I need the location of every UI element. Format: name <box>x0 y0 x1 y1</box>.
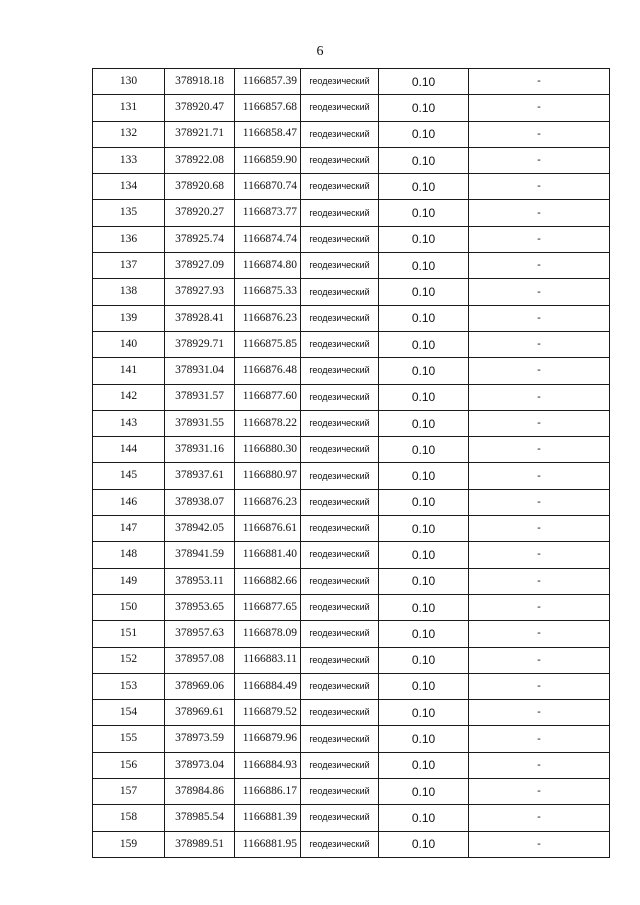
accuracy-cell: 0.10 <box>379 594 469 620</box>
point-number-cell: 144 <box>93 437 165 463</box>
method-cell: геодезический <box>301 752 379 778</box>
x-coordinate-cell: 378985.54 <box>165 805 235 831</box>
x-coordinate-cell: 378984.86 <box>165 779 235 805</box>
note-cell: - <box>469 305 610 331</box>
y-coordinate-cell: 1166858.47 <box>235 121 301 147</box>
method-cell: геодезический <box>301 174 379 200</box>
x-coordinate-cell: 378929.71 <box>165 331 235 357</box>
method-cell: геодезический <box>301 437 379 463</box>
note-cell: - <box>469 410 610 436</box>
method-cell: геодезический <box>301 384 379 410</box>
method-cell: геодезический <box>301 621 379 647</box>
accuracy-cell: 0.10 <box>379 384 469 410</box>
method-cell: геодезический <box>301 95 379 121</box>
method-cell: геодезический <box>301 200 379 226</box>
table-row <box>93 752 610 778</box>
table-row <box>93 831 610 857</box>
point-number-cell: 137 <box>93 253 165 279</box>
x-coordinate-cell: 378922.08 <box>165 147 235 173</box>
x-coordinate-cell: 378938.07 <box>165 489 235 515</box>
note-cell: - <box>469 147 610 173</box>
point-number-cell: 141 <box>93 358 165 384</box>
y-coordinate-cell: 1166882.66 <box>235 568 301 594</box>
accuracy-cell: 0.10 <box>379 489 469 515</box>
point-number-cell: 132 <box>93 121 165 147</box>
point-number-cell: 143 <box>93 410 165 436</box>
page-number: 6 <box>316 44 324 59</box>
method-cell: геодезический <box>301 226 379 252</box>
accuracy-cell: 0.10 <box>379 410 469 436</box>
note-cell: - <box>469 594 610 620</box>
method-cell: геодезический <box>301 831 379 857</box>
accuracy-cell: 0.10 <box>379 516 469 542</box>
note-cell: - <box>469 831 610 857</box>
point-number-cell: 156 <box>93 752 165 778</box>
table-row <box>93 279 610 305</box>
y-coordinate-cell: 1166881.95 <box>235 831 301 857</box>
method-cell: геодезический <box>301 305 379 331</box>
table-row <box>93 95 610 121</box>
y-coordinate-cell: 1166876.23 <box>235 489 301 515</box>
x-coordinate-cell: 378942.05 <box>165 516 235 542</box>
x-coordinate-cell: 378953.11 <box>165 568 235 594</box>
y-coordinate-cell: 1166877.65 <box>235 594 301 620</box>
point-number-cell: 151 <box>93 621 165 647</box>
table-row <box>93 805 610 831</box>
y-coordinate-cell: 1166876.48 <box>235 358 301 384</box>
x-coordinate-cell: 378920.47 <box>165 95 235 121</box>
point-number-cell: 134 <box>93 174 165 200</box>
accuracy-cell: 0.10 <box>379 437 469 463</box>
point-number-cell: 142 <box>93 384 165 410</box>
table-row <box>93 200 610 226</box>
method-cell: геодезический <box>301 489 379 515</box>
x-coordinate-cell: 378927.93 <box>165 279 235 305</box>
method-cell: геодезический <box>301 779 379 805</box>
table-row <box>93 700 610 726</box>
accuracy-cell: 0.10 <box>379 200 469 226</box>
table-row <box>93 147 610 173</box>
method-cell: геодезический <box>301 516 379 542</box>
point-number-cell: 158 <box>93 805 165 831</box>
note-cell: - <box>469 331 610 357</box>
method-cell: геодезический <box>301 568 379 594</box>
note-cell: - <box>469 673 610 699</box>
accuracy-cell: 0.10 <box>379 279 469 305</box>
y-coordinate-cell: 1166877.60 <box>235 384 301 410</box>
accuracy-cell: 0.10 <box>379 331 469 357</box>
point-number-cell: 138 <box>93 279 165 305</box>
accuracy-cell: 0.10 <box>379 358 469 384</box>
x-coordinate-cell: 378953.65 <box>165 594 235 620</box>
method-cell: геодезический <box>301 69 379 95</box>
y-coordinate-cell: 1166879.96 <box>235 726 301 752</box>
point-number-cell: 150 <box>93 594 165 620</box>
x-coordinate-cell: 378925.74 <box>165 226 235 252</box>
note-cell: - <box>469 95 610 121</box>
accuracy-cell: 0.10 <box>379 568 469 594</box>
point-number-cell: 155 <box>93 726 165 752</box>
x-coordinate-cell: 378973.59 <box>165 726 235 752</box>
y-coordinate-cell: 1166876.23 <box>235 305 301 331</box>
note-cell: - <box>469 621 610 647</box>
table-row <box>93 69 610 95</box>
table-row <box>93 594 610 620</box>
note-cell: - <box>469 69 610 95</box>
x-coordinate-cell: 378921.71 <box>165 121 235 147</box>
accuracy-cell: 0.10 <box>379 121 469 147</box>
coordinates-table-body <box>93 69 610 858</box>
method-cell: геодезический <box>301 805 379 831</box>
table-row <box>93 253 610 279</box>
point-number-cell: 140 <box>93 331 165 357</box>
note-cell: - <box>469 489 610 515</box>
x-coordinate-cell: 378957.63 <box>165 621 235 647</box>
x-coordinate-cell: 378918.18 <box>165 69 235 95</box>
y-coordinate-cell: 1166875.33 <box>235 279 301 305</box>
point-number-cell: 149 <box>93 568 165 594</box>
table-row <box>93 516 610 542</box>
x-coordinate-cell: 378931.55 <box>165 410 235 436</box>
x-coordinate-cell: 378937.61 <box>165 463 235 489</box>
point-number-cell: 136 <box>93 226 165 252</box>
accuracy-cell: 0.10 <box>379 95 469 121</box>
note-cell: - <box>469 805 610 831</box>
y-coordinate-cell: 1166875.85 <box>235 331 301 357</box>
table-row <box>93 621 610 647</box>
point-number-cell: 147 <box>93 516 165 542</box>
method-cell: геодезический <box>301 358 379 384</box>
y-coordinate-cell: 1166884.49 <box>235 673 301 699</box>
y-coordinate-cell: 1166881.39 <box>235 805 301 831</box>
x-coordinate-cell: 378941.59 <box>165 542 235 568</box>
method-cell: геодезический <box>301 147 379 173</box>
method-cell: геодезический <box>301 673 379 699</box>
y-coordinate-cell: 1166879.52 <box>235 700 301 726</box>
method-cell: геодезический <box>301 279 379 305</box>
method-cell: геодезический <box>301 726 379 752</box>
table-row <box>93 226 610 252</box>
x-coordinate-cell: 378969.06 <box>165 673 235 699</box>
point-number-cell: 139 <box>93 305 165 331</box>
x-coordinate-cell: 378920.27 <box>165 200 235 226</box>
note-cell: - <box>469 253 610 279</box>
coordinates-table <box>92 68 610 858</box>
y-coordinate-cell: 1166874.80 <box>235 253 301 279</box>
table-row <box>93 358 610 384</box>
method-cell: геодезический <box>301 647 379 673</box>
y-coordinate-cell: 1166886.17 <box>235 779 301 805</box>
accuracy-cell: 0.10 <box>379 463 469 489</box>
accuracy-cell: 0.10 <box>379 673 469 699</box>
y-coordinate-cell: 1166857.68 <box>235 95 301 121</box>
point-number-cell: 135 <box>93 200 165 226</box>
point-number-cell: 133 <box>93 147 165 173</box>
accuracy-cell: 0.10 <box>379 305 469 331</box>
note-cell: - <box>469 279 610 305</box>
note-cell: - <box>469 647 610 673</box>
y-coordinate-cell: 1166883.11 <box>235 647 301 673</box>
table-row <box>93 174 610 200</box>
method-cell: геодезический <box>301 463 379 489</box>
note-cell: - <box>469 568 610 594</box>
accuracy-cell: 0.10 <box>379 253 469 279</box>
y-coordinate-cell: 1166884.93 <box>235 752 301 778</box>
x-coordinate-cell: 378920.68 <box>165 174 235 200</box>
table-row <box>93 673 610 699</box>
point-number-cell: 153 <box>93 673 165 699</box>
point-number-cell: 152 <box>93 647 165 673</box>
accuracy-cell: 0.10 <box>379 226 469 252</box>
accuracy-cell: 0.10 <box>379 174 469 200</box>
method-cell: геодезический <box>301 542 379 568</box>
point-number-cell: 145 <box>93 463 165 489</box>
x-coordinate-cell: 378927.09 <box>165 253 235 279</box>
point-number-cell: 157 <box>93 779 165 805</box>
table-row <box>93 647 610 673</box>
table-row <box>93 542 610 568</box>
x-coordinate-cell: 378989.51 <box>165 831 235 857</box>
method-cell: геодезический <box>301 253 379 279</box>
table-row <box>93 437 610 463</box>
method-cell: геодезический <box>301 410 379 436</box>
note-cell: - <box>469 121 610 147</box>
x-coordinate-cell: 378973.04 <box>165 752 235 778</box>
note-cell: - <box>469 700 610 726</box>
table-row <box>93 121 610 147</box>
y-coordinate-cell: 1166881.40 <box>235 542 301 568</box>
accuracy-cell: 0.10 <box>379 621 469 647</box>
x-coordinate-cell: 378931.04 <box>165 358 235 384</box>
table-row <box>93 384 610 410</box>
accuracy-cell: 0.10 <box>379 542 469 568</box>
note-cell: - <box>469 358 610 384</box>
y-coordinate-cell: 1166878.09 <box>235 621 301 647</box>
table-row <box>93 305 610 331</box>
note-cell: - <box>469 174 610 200</box>
note-cell: - <box>469 726 610 752</box>
note-cell: - <box>469 779 610 805</box>
table-row <box>93 331 610 357</box>
x-coordinate-cell: 378957.08 <box>165 647 235 673</box>
table-row <box>93 410 610 436</box>
accuracy-cell: 0.10 <box>379 69 469 95</box>
accuracy-cell: 0.10 <box>379 147 469 173</box>
y-coordinate-cell: 1166878.22 <box>235 410 301 436</box>
table-row <box>93 568 610 594</box>
x-coordinate-cell: 378928.41 <box>165 305 235 331</box>
x-coordinate-cell: 378931.16 <box>165 437 235 463</box>
point-number-cell: 130 <box>93 69 165 95</box>
accuracy-cell: 0.10 <box>379 726 469 752</box>
note-cell: - <box>469 384 610 410</box>
note-cell: - <box>469 752 610 778</box>
method-cell: геодезический <box>301 700 379 726</box>
y-coordinate-cell: 1166880.30 <box>235 437 301 463</box>
accuracy-cell: 0.10 <box>379 779 469 805</box>
table-row <box>93 489 610 515</box>
table-row <box>93 726 610 752</box>
x-coordinate-cell: 378969.61 <box>165 700 235 726</box>
point-number-cell: 159 <box>93 831 165 857</box>
note-cell: - <box>469 226 610 252</box>
y-coordinate-cell: 1166857.39 <box>235 69 301 95</box>
accuracy-cell: 0.10 <box>379 647 469 673</box>
note-cell: - <box>469 516 610 542</box>
accuracy-cell: 0.10 <box>379 831 469 857</box>
y-coordinate-cell: 1166874.74 <box>235 226 301 252</box>
y-coordinate-cell: 1166876.61 <box>235 516 301 542</box>
y-coordinate-cell: 1166873.77 <box>235 200 301 226</box>
y-coordinate-cell: 1166859.90 <box>235 147 301 173</box>
y-coordinate-cell: 1166880.97 <box>235 463 301 489</box>
accuracy-cell: 0.10 <box>379 700 469 726</box>
point-number-cell: 154 <box>93 700 165 726</box>
point-number-cell: 131 <box>93 95 165 121</box>
note-cell: - <box>469 200 610 226</box>
point-number-cell: 148 <box>93 542 165 568</box>
y-coordinate-cell: 1166870.74 <box>235 174 301 200</box>
note-cell: - <box>469 463 610 489</box>
method-cell: геодезический <box>301 331 379 357</box>
table-row <box>93 463 610 489</box>
note-cell: - <box>469 437 610 463</box>
accuracy-cell: 0.10 <box>379 805 469 831</box>
note-cell: - <box>469 542 610 568</box>
table-row <box>93 779 610 805</box>
x-coordinate-cell: 378931.57 <box>165 384 235 410</box>
method-cell: геодезический <box>301 594 379 620</box>
accuracy-cell: 0.10 <box>379 752 469 778</box>
point-number-cell: 146 <box>93 489 165 515</box>
method-cell: геодезический <box>301 121 379 147</box>
